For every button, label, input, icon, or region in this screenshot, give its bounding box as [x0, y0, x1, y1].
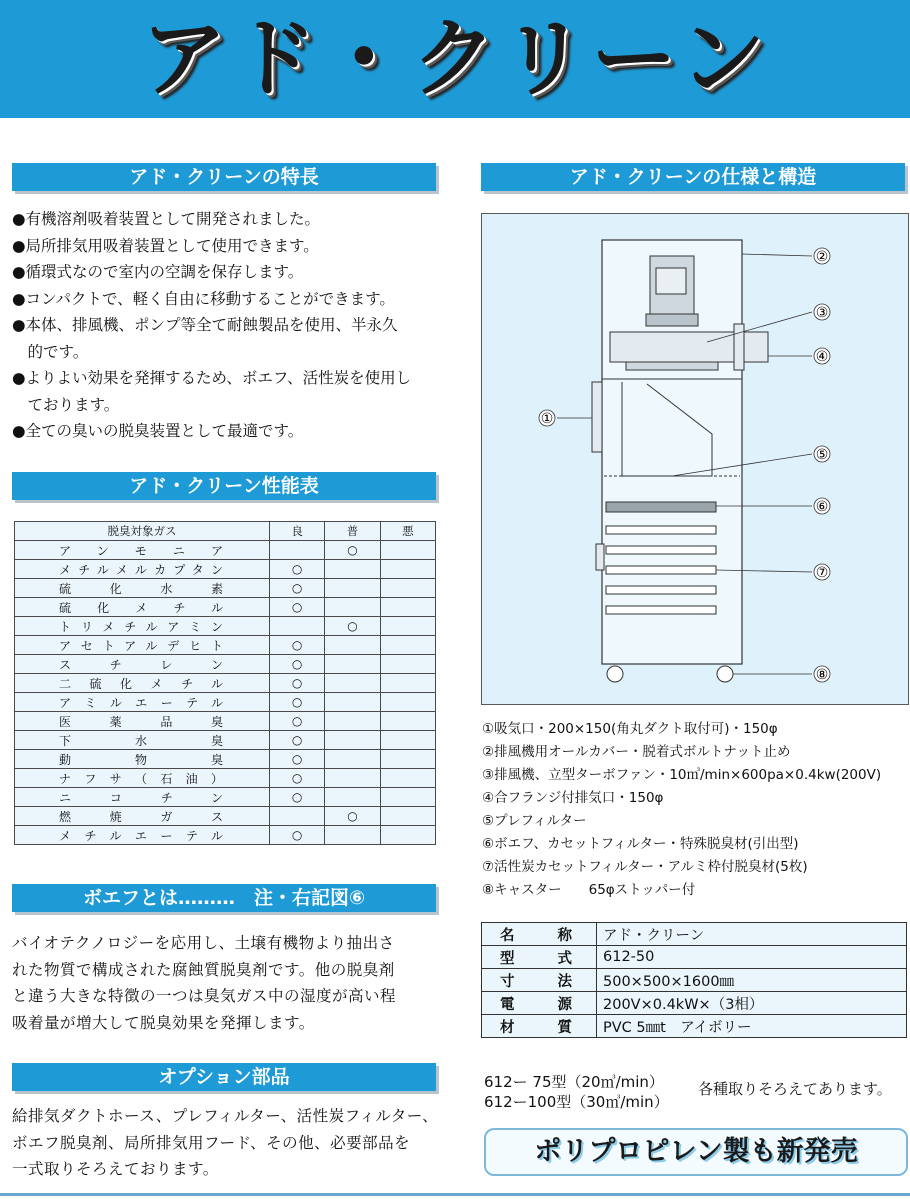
- col-normal: 普: [325, 522, 380, 541]
- rating-cell: [380, 579, 435, 598]
- rating-cell: [380, 769, 435, 788]
- model-list: [484, 1072, 694, 1112]
- gas-name: ニコチン: [15, 788, 270, 807]
- rating-cell: [325, 636, 380, 655]
- rating-mark: ○: [269, 712, 324, 731]
- part-item: ③排風機、立型ターボファン・10㎥/min×600pa×0.4kw(200V): [482, 767, 882, 783]
- diagram-label-4: ④: [815, 349, 829, 365]
- col-bad: 悪: [380, 522, 435, 541]
- diagram-label-7: ⑦: [815, 565, 829, 581]
- part-item: ⑥ボエフ、カセットフィルター・特殊脱臭材(引出型): [482, 836, 799, 852]
- rating-cell: [269, 807, 324, 826]
- table-row: [482, 992, 907, 1015]
- rating-cell: [325, 712, 380, 731]
- part-item: ⑦活性炭カセットフィルター・アルミ枠付脱臭材(5枚): [482, 859, 808, 875]
- table-row: [15, 731, 436, 750]
- table-row: [15, 769, 436, 788]
- page-title: アド・クリーン: [140, 9, 770, 109]
- models-note: 各種取りそろえてあります。: [698, 1080, 892, 1098]
- table-row: [15, 826, 436, 845]
- rating-mark: ○: [269, 579, 324, 598]
- rating-cell: [325, 598, 380, 617]
- rating-cell: [380, 655, 435, 674]
- rating-cell: [325, 579, 380, 598]
- gas-name: アセトアルデヒト: [15, 636, 270, 655]
- boef-line: と違う大きな特徴の一つは臭気ガス中の湿度が高い程: [12, 987, 397, 1005]
- boef-description: [12, 930, 442, 1036]
- feature-item: ●本体、排風機、ポンプ等全て耐蝕製品を使用、半永久: [12, 316, 398, 334]
- model-75: 612ー 75型（20㎥/min）: [484, 1073, 664, 1091]
- rating-cell: [380, 826, 435, 845]
- rating-cell: [380, 674, 435, 693]
- table-row: [15, 807, 436, 826]
- rating-cell: [380, 598, 435, 617]
- spec-key: 材質: [482, 1015, 597, 1038]
- feature-item: ております。: [12, 395, 120, 414]
- feature-item: ●全ての臭いの脱臭装置として最適です。: [12, 422, 304, 440]
- rating-mark: ○: [269, 769, 324, 788]
- rating-cell: [325, 655, 380, 674]
- rating-cell: [269, 617, 324, 636]
- rating-mark: ○: [269, 598, 324, 617]
- rating-cell: [380, 636, 435, 655]
- rating-cell: [325, 788, 380, 807]
- spec-heading: アド・クリーンの仕様と構造: [481, 163, 905, 191]
- rating-mark: ○: [269, 750, 324, 769]
- options-line: ボエフ脱臭剤、局所排気用フード、その他、必要部品を: [12, 1133, 411, 1152]
- boef-line: れた物質で構成された腐蝕質脱臭剤です。他の脱臭剤: [12, 960, 395, 979]
- table-row: [15, 541, 436, 560]
- rating-cell: [325, 769, 380, 788]
- table-row: [15, 579, 436, 598]
- col-good: 良: [269, 522, 324, 541]
- spec-key: 寸法: [482, 969, 597, 992]
- gas-name: 下水臭: [15, 731, 270, 750]
- gas-name: 二硫化メチル: [15, 674, 270, 693]
- spec-key: 電源: [482, 992, 597, 1015]
- spec-key: 型式: [482, 946, 597, 969]
- part-item: ②排風機用オールカバー・脱着式ボルトナット止め: [482, 744, 791, 760]
- spec-table: [481, 922, 907, 1038]
- feature-item: ●有機溶剤吸着装置として開発されました。: [12, 210, 321, 228]
- structure-diagram-svg: [482, 214, 908, 704]
- feature-item: ●局所排気用吸着装置として使用できます。: [12, 236, 319, 255]
- rating-mark: ○: [325, 541, 380, 560]
- part-item: ⑧キャスター 65φストッパー付: [482, 882, 696, 898]
- rating-mark: ○: [325, 807, 380, 826]
- table-row: [482, 946, 907, 969]
- col-gas: 脱臭対象ガス: [15, 522, 270, 541]
- table-row: [15, 788, 436, 807]
- table-row: [15, 655, 436, 674]
- rating-cell: [380, 807, 435, 826]
- rating-mark: ○: [269, 788, 324, 807]
- rating-mark: ○: [269, 655, 324, 674]
- rating-cell: [380, 712, 435, 731]
- rating-cell: [325, 674, 380, 693]
- rating-cell: [269, 541, 324, 560]
- rating-cell: [380, 617, 435, 636]
- rating-cell: [325, 826, 380, 845]
- gas-name: 硫化メチル: [15, 598, 270, 617]
- parts-list: [482, 718, 902, 902]
- rating-mark: ○: [269, 826, 324, 845]
- gas-name: メチルメルカプタン: [15, 560, 270, 579]
- rating-mark: ○: [269, 674, 324, 693]
- diagram-label-1: ①: [540, 411, 554, 427]
- gas-name: 燃焼ガス: [15, 807, 270, 826]
- diagram-label-5: ⑤: [815, 447, 829, 463]
- gas-name: 医薬品臭: [15, 712, 270, 731]
- rating-cell: [380, 731, 435, 750]
- performance-heading: アド・クリーン性能表: [12, 472, 436, 500]
- rating-mark: ○: [269, 693, 324, 712]
- options-line: 一式取りそろえております。: [12, 1160, 219, 1178]
- spec-value: アド・クリーン: [597, 923, 907, 946]
- gas-name: トリメチルアミン: [15, 617, 270, 636]
- diagram-label-8: ⑧: [815, 667, 829, 683]
- rating-cell: [380, 693, 435, 712]
- spec-value: PVC 5㎜t アイボリー: [597, 1015, 907, 1038]
- boef-heading: ボエフとは……… 注・右記図⑥: [12, 884, 436, 912]
- table-row: [15, 598, 436, 617]
- rating-cell: [380, 541, 435, 560]
- rating-mark: ○: [325, 617, 380, 636]
- new-product-banner: ポリプロピレン製も新発売: [484, 1128, 908, 1176]
- part-item: ①吸気口・200×150(角丸ダクト取付可)・150φ: [482, 721, 778, 737]
- rating-cell: [325, 731, 380, 750]
- model-100: 612ー100型（30㎥/min）: [484, 1093, 669, 1111]
- feature-item: 的です。: [12, 342, 89, 361]
- features-heading: アド・クリーンの特長: [12, 163, 436, 191]
- rating-cell: [380, 560, 435, 579]
- diagram-label-6: ⑥: [815, 499, 829, 515]
- options-heading: オプション部品: [12, 1063, 436, 1091]
- gas-name: アンモニア: [15, 541, 270, 560]
- rating-mark: ○: [269, 731, 324, 750]
- performance-header-row: [15, 522, 436, 541]
- feature-item: ●コンパクトで、軽く自由に移動することができます。: [12, 289, 395, 308]
- gas-name: スチレン: [15, 655, 270, 674]
- table-row: [15, 674, 436, 693]
- boef-line: バイオテクノロジーを応用し、土壌有機物より抽出さ: [12, 934, 395, 952]
- gas-name: ナフサ（石油）: [15, 769, 270, 788]
- table-row: [15, 712, 436, 731]
- spec-value: 612-50: [597, 946, 907, 969]
- rating-mark: ○: [269, 560, 324, 579]
- rating-cell: [380, 750, 435, 769]
- features-list: [12, 206, 442, 445]
- part-item: ⑤プレフィルター: [482, 813, 587, 829]
- feature-item: ●よりよい効果を発揮するため、ボエフ、活性炭を使用し: [12, 369, 412, 387]
- table-row: [482, 969, 907, 992]
- gas-name: 動物臭: [15, 750, 270, 769]
- table-row: [15, 750, 436, 769]
- rating-cell: [325, 560, 380, 579]
- part-item: ④合フランジ付排気口・150φ: [482, 790, 664, 806]
- table-row: [15, 693, 436, 712]
- feature-item: ●循環式なので室内の空調を保存します。: [12, 263, 304, 281]
- bottom-divider: [0, 1193, 910, 1196]
- spec-key: 名称: [482, 923, 597, 946]
- gas-name: アミルエーテル: [15, 693, 270, 712]
- gas-name: 硫化水素: [15, 579, 270, 598]
- boef-line: 吸着量が増大して脱臭効果を発揮します。: [12, 1013, 315, 1032]
- spec-value: 200V×0.4kW×（3相）: [597, 992, 907, 1015]
- options-description: [12, 1103, 442, 1183]
- rating-cell: [325, 693, 380, 712]
- performance-table: [14, 521, 436, 845]
- spec-value: 500×500×1600㎜: [597, 969, 907, 992]
- options-line: 給排気ダクトホース、プレフィルター、活性炭フィルター、: [12, 1107, 439, 1125]
- rating-cell: [380, 788, 435, 807]
- table-row: [482, 1015, 907, 1038]
- gas-name: メチルエーテル: [15, 826, 270, 845]
- structure-diagram: [481, 213, 909, 705]
- table-row: [15, 636, 436, 655]
- rating-mark: ○: [269, 636, 324, 655]
- rating-cell: [325, 750, 380, 769]
- table-row: [15, 560, 436, 579]
- table-row: [482, 923, 907, 946]
- diagram-label-3: ③: [815, 305, 829, 321]
- diagram-label-2: ②: [815, 249, 829, 265]
- table-row: [15, 617, 436, 636]
